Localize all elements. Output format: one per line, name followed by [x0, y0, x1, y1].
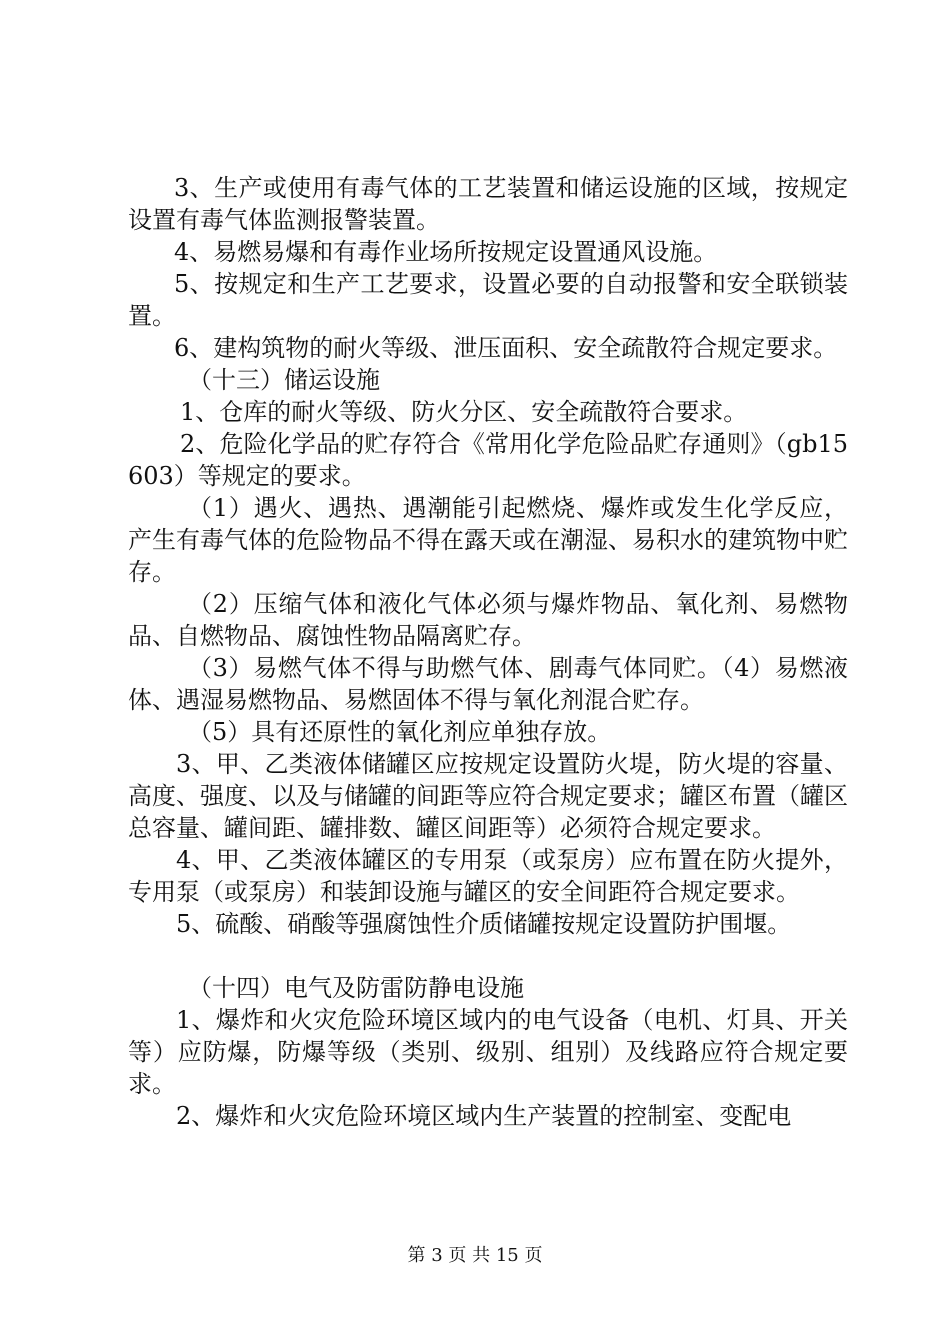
- paragraph-explosion-proof: 1、爆炸和火灾危险环境区域内的电气设备（电机、灯具、开关等）应防爆，防爆等级（类别、级别、组别）及线路应符合规定要求。: [128, 1006, 848, 1098]
- paragraph-sub-5: （5）具有还原性的氧化剂应单独存放。: [188, 718, 612, 746]
- blank-line: [128, 940, 848, 972]
- paragraph-sub-1: （1）遇火、遇热、遇潮能引起燃烧、爆炸或发生化学反应，产生有毒气体的危险物品不得在露天或在潮湿、易积水的建筑物中贮存。: [128, 494, 848, 586]
- paragraph-warehouse: 1、仓库的耐火等级、防火分区、安全疏散符合要求。: [180, 398, 748, 426]
- paragraph-item-4-ventilation: 4、易燃易爆和有毒作业场所按规定设置通风设施。: [174, 238, 718, 266]
- paragraph-sub-3-4: （3）易燃气体不得与助燃气体、剧毒气体同贮。（4）易燃液体、遇湿易燃物品、易燃固体不得与氧化剂混合贮存。: [128, 654, 848, 714]
- section-heading-13: （十三）储运设施: [188, 366, 380, 394]
- paragraph-storage-rules: 2、危险化学品的贮存符合《常用化学危险品贮存通则》（gb15603）等规定的要求。: [128, 430, 848, 490]
- paragraph-item-6-fire-rating: 6、建构筑物的耐火等级、泄压面积、安全疏散符合规定要求。: [174, 334, 838, 362]
- section-heading-14: （十四）电气及防雷防静电设施: [188, 974, 524, 1002]
- paragraph-tank-dike: 3、甲、乙类液体储罐区应按规定设置防火堤，防火堤的容量、高度、强度、以及与储罐的间距等应符合规定要求；罐区布置（罐区总容量、罐间距、罐排数、罐区间距等）必须符合规定要求。: [128, 750, 848, 842]
- paragraph-pump-room: 4、甲、乙类液体罐区的专用泵（或泵房）应布置在防火提外，专用泵（或泵房）和装卸设施与罐区的安全间距符合规定要求。: [128, 846, 848, 906]
- paragraph-control-room: 2、爆炸和火灾危险环境区域内生产装置的控制室、变配电: [176, 1102, 792, 1130]
- paragraph-sub-2: （2）压缩气体和液化气体必须与爆炸物品、氧化剂、易燃物品、自燃物品、腐蚀性物品隔离贮存。: [128, 590, 848, 650]
- paragraph-corrosive-tanks: 5、硫酸、硝酸等强腐蚀性介质储罐按规定设置防护围堰。: [176, 910, 792, 938]
- paragraph-item-5-interlock: 5、按规定和生产工艺要求，设置必要的自动报警和安全联锁装置。: [128, 270, 848, 330]
- paragraph-item-3-toxic-gas-alarm: 3、生产或使用有毒气体的工艺装置和储运设施的区域，按规定设置有毒气体监测报警装置。: [128, 174, 848, 234]
- page-number-footer: 第 3 页 共 15 页: [407, 1245, 543, 1266]
- document-body: [128, 172, 848, 1132]
